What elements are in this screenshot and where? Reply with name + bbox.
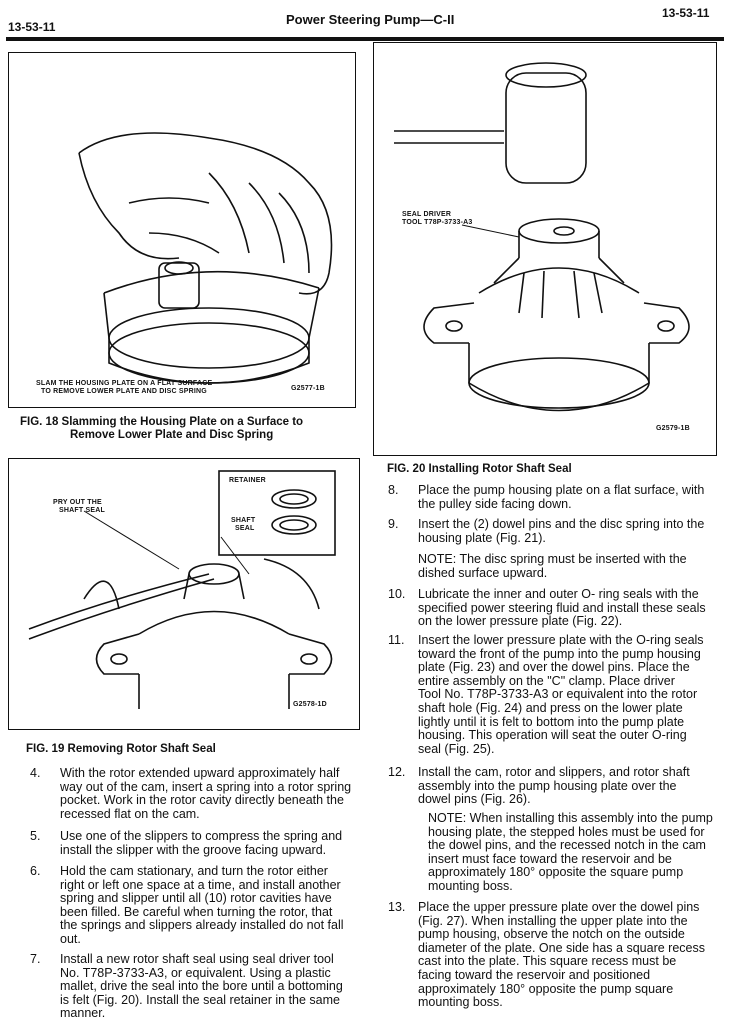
step-9-line: Insert the (2) dowel pins and the disc spring into the bbox=[418, 517, 705, 531]
header-rule bbox=[6, 37, 724, 41]
step-13-line: (Fig. 27). When installing the upper plate into the bbox=[418, 913, 688, 928]
step-4-line: way out of the cam, insert a spring into a rotor spring bbox=[60, 779, 352, 794]
step-11-number: 11. bbox=[388, 633, 405, 647]
step-13-line: pump housing, observe the notch on the outside bbox=[418, 927, 685, 942]
fig18-box bbox=[8, 52, 356, 408]
step-4-line: pocket. Work in the rotor cavity directly beneath the bbox=[60, 793, 344, 808]
step-7-line: is felt (Fig. 20). Install the seal retainer in the same bbox=[60, 992, 340, 1007]
step-13-line: Place the upper pressure plate over the dowel pins bbox=[418, 900, 700, 914]
step-11-line: housing. This operation will seat the outer O-ring bbox=[418, 728, 687, 743]
step-12-line: assembly into the pump housing plate over the bbox=[418, 778, 677, 793]
fig20-caption: FIG. 20 Installing Rotor Shaft Seal bbox=[387, 463, 572, 475]
step-6-line: right or left one space at a time, and install another bbox=[60, 877, 341, 892]
step-4-number: 4. bbox=[30, 766, 41, 780]
step-8-line: the pulley side facing down. bbox=[418, 496, 572, 511]
note-line: NOTE: When installing this assembly into the pump bbox=[428, 811, 713, 825]
page-title: Power Steering Pump—C-II bbox=[286, 12, 455, 27]
fig18-code: G2577-1B bbox=[291, 385, 325, 392]
step-13-line: facing toward the reservoir and positioned bbox=[418, 967, 651, 982]
note-line: NOTE: The disc spring must be inserted with the bbox=[418, 552, 687, 566]
note-line: approximately 180° opposite the square pump bbox=[428, 865, 684, 880]
note-disc-spring bbox=[418, 553, 738, 580]
fig20-label-line1: SEAL DRIVER bbox=[402, 211, 452, 218]
fig19-label-shaft: SHAFT bbox=[231, 517, 256, 524]
step-12-line: dowel pins (Fig. 26). bbox=[418, 792, 531, 807]
step-11-line: Insert the lower pressure plate with the O-ring seals bbox=[418, 633, 704, 647]
step-9-number: 9. bbox=[388, 517, 399, 531]
fig19-label-seal: SEAL bbox=[235, 525, 255, 532]
step-13-line: cast into the plate. This square recess must be bbox=[418, 954, 677, 969]
fig18-caption-line1: FIG. 18 Slamming the Housing Plate on a Surface to bbox=[20, 416, 304, 428]
step-10-line: on the lower pressure plate (Fig. 22). bbox=[418, 614, 623, 629]
step-11-line: Tool No. T78P-3733-A3 or equivalent into the rotor bbox=[418, 687, 698, 702]
step-11-line: toward the front of the pump into the pump housing bbox=[418, 646, 701, 661]
step-11-line: shaft hole (Fig. 24) and press on the lower plate bbox=[418, 700, 683, 715]
step-8-line: Place the pump housing plate on a flat surface, with bbox=[418, 483, 705, 497]
step-11-line: entire assembly on the "C" clamp. Place driver bbox=[418, 673, 675, 688]
page-number-left: 13-53-11 bbox=[8, 20, 56, 34]
step-6-line: Hold the cam stationary, and turn the rotor either bbox=[60, 864, 328, 878]
fig19-label-pry-line2: SHAFT SEAL bbox=[59, 507, 105, 514]
fig18-caption-line2: Remove Lower Plate and Disc Spring bbox=[70, 429, 274, 441]
fig18-illustration bbox=[9, 53, 355, 407]
page-number-right: 13-53-11 bbox=[662, 6, 710, 20]
fig20-label-line2: TOOL T78P-3733-A3 bbox=[402, 219, 473, 226]
step-11-line: seal (Fig. 25). bbox=[418, 741, 495, 756]
step-13-line: approximately 180° opposite the pump square bbox=[418, 981, 674, 996]
step-7-line: mallet, drive the seal into the bore until a bottoming bbox=[60, 979, 343, 994]
fig19-caption: FIG. 19 Removing Rotor Shaft Seal bbox=[26, 743, 216, 755]
fig20-illustration bbox=[374, 43, 716, 455]
step-7-line: No. T78P-3733-A3, or equivalent. Using a plastic bbox=[60, 965, 331, 980]
step-6-line: spring and slipper until all (10) rotor cavities have bbox=[60, 891, 332, 906]
step-11-line: lightly until it is felt to bottom into the pump plate bbox=[418, 714, 685, 729]
note-line: the dowel pins, and the recessed notch in the cam bbox=[428, 838, 706, 853]
fig19-label-retainer: RETAINER bbox=[229, 477, 266, 484]
fig18-label-line1: SLAM THE HOUSING PLATE ON A FLAT SURFACE bbox=[36, 380, 213, 387]
step-5-line: install the slipper with the groove facing upward. bbox=[60, 842, 327, 857]
step-5-number: 5. bbox=[30, 829, 41, 843]
step-13-number: 13. bbox=[388, 900, 406, 914]
fig19-label-pry-line1: PRY OUT THE bbox=[53, 499, 102, 506]
step-6-line: out. bbox=[60, 931, 81, 946]
step-5-line: Use one of the slippers to compress the spring and bbox=[60, 829, 343, 843]
step-6-line: been filled. Be careful when turning the rotor, that bbox=[60, 904, 333, 919]
step-6-line: the springs and slippers already installed do not fall bbox=[60, 918, 344, 933]
note-line: mounting boss. bbox=[428, 878, 513, 893]
step-4-line: With the rotor extended upward approximately half bbox=[60, 766, 340, 780]
step-10-number: 10. bbox=[388, 587, 406, 601]
fig18-label-line2: TO REMOVE LOWER PLATE AND DISC SPRING bbox=[41, 388, 207, 395]
step-7-number: 7. bbox=[30, 952, 41, 966]
step-12-line: Install the cam, rotor and slippers, and rotor shaft bbox=[418, 765, 690, 779]
fig19-box bbox=[8, 458, 360, 730]
note-line: dished surface upward. bbox=[418, 565, 548, 580]
step-9-line: housing plate (Fig. 21). bbox=[418, 530, 546, 545]
fig20-code: G2579-1B bbox=[656, 425, 690, 432]
note-line: housing plate, the stepped holes must be used for bbox=[428, 824, 705, 839]
step-13-line: diameter of the plate. One side has a square recess bbox=[418, 940, 705, 955]
step-4-line: recessed flat on the cam. bbox=[60, 806, 200, 821]
step-12-number: 12. bbox=[388, 765, 406, 779]
step-6-number: 6. bbox=[30, 864, 41, 878]
step-7-line: manner. bbox=[60, 1006, 106, 1021]
fig20-box bbox=[373, 42, 717, 456]
note-assembly bbox=[428, 812, 738, 894]
fig19-code: G2578-1D bbox=[293, 701, 327, 708]
step-8-number: 8. bbox=[388, 483, 399, 497]
step-10-line: Lubricate the inner and outer O- ring seals with the bbox=[418, 587, 699, 601]
step-13-line: mounting boss. bbox=[418, 995, 503, 1010]
step-10-line: specified power steering fluid and install these seals bbox=[418, 600, 706, 615]
step-11-line: plate (Fig. 23) and over the dowel pins. Place the bbox=[418, 660, 690, 675]
note-line: insert must face toward the reservoir and be bbox=[428, 851, 672, 866]
step-7-line: Install a new rotor shaft seal using seal driver tool bbox=[60, 952, 334, 966]
